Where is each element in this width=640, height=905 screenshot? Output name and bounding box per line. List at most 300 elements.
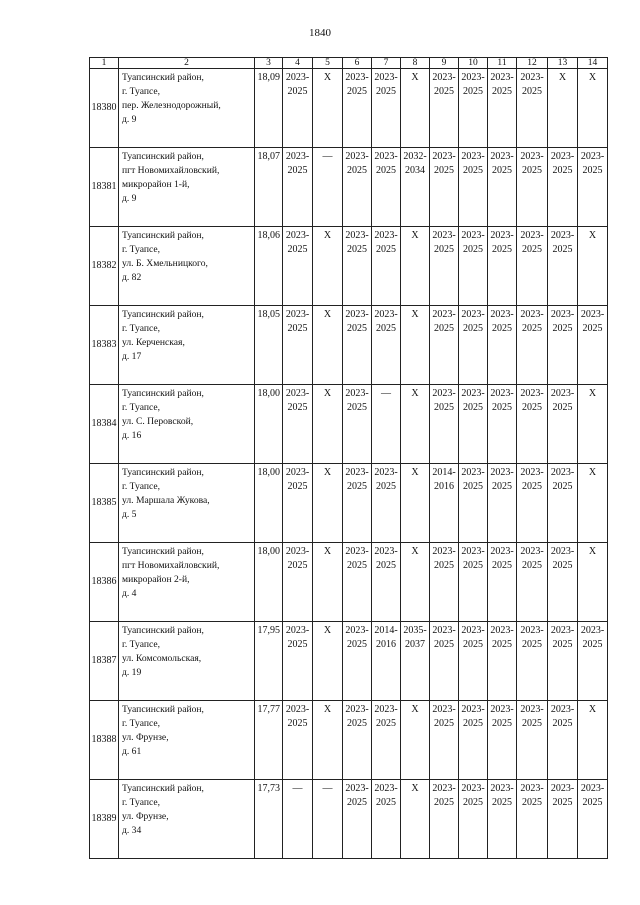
cell-line: 2034 — [405, 165, 425, 176]
period-cell — [313, 148, 343, 227]
row-number: 18387 — [90, 622, 119, 701]
cell-line: 2023- — [432, 72, 456, 83]
column-header-11: 11 — [488, 58, 517, 69]
cell-line: 2023- — [461, 230, 485, 241]
period-cell — [283, 227, 313, 306]
table-row — [90, 385, 608, 464]
cell-line: 2023- — [432, 388, 456, 399]
period-cell — [372, 464, 401, 543]
cell-line: X — [588, 467, 597, 478]
cell-line: X — [411, 388, 419, 399]
period-cell — [372, 148, 401, 227]
cell-line: 2023- — [285, 309, 310, 320]
period-cell — [488, 385, 517, 464]
cell-line: 2025 — [347, 481, 367, 492]
cell-line: X — [411, 467, 419, 478]
cell-line: 2025 — [347, 323, 367, 334]
period-cell — [430, 385, 459, 464]
table-row — [90, 464, 608, 543]
cell-line: ул. Фрунзе, — [122, 732, 169, 743]
cell-line: 2023- — [520, 388, 544, 399]
cell-line: Туапсинский район, — [122, 546, 204, 557]
cell-line: 2023- — [490, 309, 514, 320]
cell-line: 2023- — [432, 309, 456, 320]
cell-line: 2025 — [347, 402, 367, 413]
cell-line: 2023- — [285, 625, 310, 636]
cell-line: — — [292, 783, 303, 794]
cell-line: 2023- — [520, 72, 544, 83]
cell-line: ул. Керченская, — [122, 337, 185, 348]
cell-line: 2025 — [287, 481, 308, 492]
cell-line: ул. Комсомольская, — [122, 653, 202, 664]
cell-line: 2025 — [434, 718, 454, 729]
period-cell — [517, 543, 548, 622]
cell-line: 2025 — [463, 165, 483, 176]
period-cell — [283, 622, 313, 701]
cell-line: г. Туапсе, — [122, 639, 160, 650]
cell-line: 2025 — [434, 165, 454, 176]
period-cell — [488, 780, 517, 859]
period-cell — [313, 701, 343, 780]
cell-line: ул. Б. Хмельницкого, — [122, 258, 208, 269]
column-header-12: 12 — [517, 58, 548, 69]
period-cell — [548, 69, 578, 148]
cell-line: д. 9 — [122, 114, 137, 125]
cell-line: г. Туапсе, — [122, 323, 160, 334]
cell-line: — — [322, 783, 333, 794]
period-cell — [283, 385, 313, 464]
column-header-8: 8 — [401, 58, 430, 69]
cell-line: 2025 — [582, 639, 603, 650]
period-cell — [578, 622, 608, 701]
address-cell — [119, 701, 255, 780]
period-cell — [343, 148, 372, 227]
cell-line: ул. Фрунзе, — [122, 811, 169, 822]
column-header-2: 2 — [119, 58, 255, 69]
cell-line: 2023- — [490, 467, 514, 478]
cell-line: 2025 — [492, 718, 512, 729]
cell-line: 2023- — [374, 704, 398, 715]
cell-line: 2025 — [492, 481, 512, 492]
cell-line: 2025 — [492, 86, 512, 97]
cell-line: 2025 — [463, 323, 483, 334]
period-cell — [313, 464, 343, 543]
cell-line: 2025 — [287, 718, 308, 729]
cell-line: пгт Новомихайловский, — [122, 165, 220, 176]
cell-line: ул. С. Перовской, — [122, 416, 194, 427]
cell-line: д. 19 — [122, 667, 142, 678]
cell-line: 2025 — [552, 165, 573, 176]
period-cell — [459, 780, 488, 859]
cell-line: 2023- — [285, 388, 310, 399]
cell-line: 2023- — [550, 151, 575, 162]
period-cell — [488, 69, 517, 148]
period-cell — [283, 69, 313, 148]
period-cell — [283, 464, 313, 543]
cell-line: Туапсинский район, — [122, 309, 204, 320]
area-cell: 18,06 — [255, 227, 283, 306]
cell-line: 2025 — [376, 481, 396, 492]
period-cell — [548, 780, 578, 859]
column-header-4: 4 — [283, 58, 313, 69]
cell-line: 2023- — [550, 783, 575, 794]
period-cell — [372, 780, 401, 859]
cell-line: 2025 — [347, 639, 367, 650]
row-number: 18383 — [90, 306, 119, 385]
period-cell — [343, 69, 372, 148]
period-cell — [372, 622, 401, 701]
cell-line: 2025 — [287, 560, 308, 571]
cell-line: 2025 — [492, 165, 512, 176]
cell-line: д. 61 — [122, 746, 142, 757]
period-cell — [459, 69, 488, 148]
period-cell — [517, 464, 548, 543]
period-cell — [401, 464, 430, 543]
period-cell — [578, 227, 608, 306]
cell-line: X — [411, 546, 419, 557]
table-row — [90, 148, 608, 227]
area-cell: 18,05 — [255, 306, 283, 385]
table-row — [90, 69, 608, 148]
cell-line: 2023- — [345, 230, 369, 241]
cell-line: 2025 — [434, 86, 454, 97]
register-table — [89, 57, 608, 859]
cell-line: 2025 — [376, 323, 396, 334]
cell-line: 2025 — [522, 323, 542, 334]
cell-line: 2025 — [463, 86, 483, 97]
period-cell — [430, 227, 459, 306]
period-cell — [343, 227, 372, 306]
cell-line: 2023- — [285, 546, 310, 557]
cell-line: 2025 — [376, 86, 396, 97]
cell-line: 2023- — [550, 704, 575, 715]
row-number: 18381 — [90, 148, 119, 227]
column-number-row — [90, 58, 608, 69]
period-cell — [488, 622, 517, 701]
cell-line: 2023- — [490, 625, 514, 636]
area-cell: 18,00 — [255, 464, 283, 543]
row-number: 18384 — [90, 385, 119, 464]
cell-line: 2023- — [520, 230, 544, 241]
cell-line: Туапсинский район, — [122, 783, 204, 794]
row-number: 18385 — [90, 464, 119, 543]
cell-line: 2023- — [550, 546, 575, 557]
period-cell — [517, 385, 548, 464]
cell-line: 2025 — [463, 402, 483, 413]
cell-line: 2023- — [461, 151, 485, 162]
period-cell — [578, 148, 608, 227]
cell-line: 2023- — [580, 625, 605, 636]
area-cell: 18,00 — [255, 543, 283, 622]
cell-line: 2023- — [345, 783, 369, 794]
cell-line: X — [323, 625, 332, 636]
cell-line: 2025 — [552, 718, 573, 729]
cell-line: 2023- — [550, 625, 575, 636]
cell-line: ул. Маршала Жукова, — [122, 495, 210, 506]
cell-line: 2025 — [463, 797, 483, 808]
cell-line: микрорайон 1-й, — [122, 179, 190, 190]
cell-line: 2025 — [552, 323, 573, 334]
cell-line: 2023- — [580, 309, 605, 320]
table-row — [90, 227, 608, 306]
cell-line: 2023- — [490, 72, 514, 83]
period-cell — [517, 622, 548, 701]
cell-line: 2023- — [285, 151, 310, 162]
page-number: 1840 — [309, 27, 331, 39]
row-number: 18380 — [90, 69, 119, 148]
period-cell — [401, 622, 430, 701]
cell-line: — — [322, 151, 333, 162]
period-cell — [430, 148, 459, 227]
cell-line: 2023- — [550, 309, 575, 320]
cell-line: X — [411, 230, 419, 241]
cell-line: 2023- — [432, 704, 456, 715]
cell-line: 2025 — [492, 560, 512, 571]
cell-line: 2023- — [580, 783, 605, 794]
cell-line: 2025 — [582, 323, 603, 334]
cell-line: 2023- — [550, 388, 575, 399]
period-cell — [430, 622, 459, 701]
column-header-13: 13 — [548, 58, 578, 69]
period-cell — [548, 543, 578, 622]
row-number: 18382 — [90, 227, 119, 306]
cell-line: — — [381, 388, 391, 399]
period-cell — [401, 306, 430, 385]
cell-line: Туапсинский район, — [122, 230, 204, 241]
period-cell — [459, 227, 488, 306]
cell-line: 2025 — [552, 402, 573, 413]
cell-line: д. 82 — [122, 272, 142, 283]
cell-line: 2025 — [287, 639, 308, 650]
cell-line: 2025 — [552, 244, 573, 255]
period-cell — [548, 622, 578, 701]
cell-line: Туапсинский район, — [122, 625, 204, 636]
cell-line: X — [411, 704, 419, 715]
period-cell — [430, 701, 459, 780]
cell-line: X — [323, 467, 332, 478]
cell-line: 2023- — [345, 72, 369, 83]
column-header-14: 14 — [578, 58, 608, 69]
cell-line: 2023- — [461, 467, 485, 478]
period-cell — [313, 780, 343, 859]
cell-line: 2025 — [492, 402, 512, 413]
cell-line: 2025 — [492, 323, 512, 334]
cell-line: X — [323, 388, 332, 399]
cell-line: г. Туапсе, — [122, 86, 160, 97]
address-cell — [119, 622, 255, 701]
period-cell — [283, 306, 313, 385]
cell-line: 2025 — [522, 560, 542, 571]
cell-line: 2014- — [432, 467, 456, 478]
row-number: 18386 — [90, 543, 119, 622]
cell-line: 2025 — [376, 797, 396, 808]
cell-line: X — [588, 230, 597, 241]
row-number: 18388 — [90, 701, 119, 780]
cell-line: 2025 — [522, 718, 542, 729]
period-cell — [488, 701, 517, 780]
cell-line: 2025 — [552, 639, 573, 650]
period-cell — [401, 385, 430, 464]
period-cell — [372, 227, 401, 306]
cell-line: д. 9 — [122, 193, 137, 204]
period-cell — [578, 385, 608, 464]
period-cell — [488, 464, 517, 543]
period-cell — [343, 385, 372, 464]
cell-line: Туапсинский район, — [122, 388, 204, 399]
period-cell — [517, 701, 548, 780]
column-header-10: 10 — [459, 58, 488, 69]
cell-line: 2023- — [520, 467, 544, 478]
cell-line: 2025 — [463, 560, 483, 571]
period-cell — [343, 306, 372, 385]
cell-line: 2023- — [345, 704, 369, 715]
row-number: 18389 — [90, 780, 119, 859]
cell-line: д. 5 — [122, 509, 137, 520]
period-cell — [548, 227, 578, 306]
cell-line: 2023- — [432, 625, 456, 636]
table-row — [90, 622, 608, 701]
period-cell — [517, 69, 548, 148]
cell-line: 2023- — [550, 467, 575, 478]
period-cell — [283, 701, 313, 780]
cell-line: микрорайон 2-й, — [122, 574, 190, 585]
address-cell — [119, 148, 255, 227]
cell-line: 2023- — [374, 230, 398, 241]
cell-line: 2023- — [432, 546, 456, 557]
period-cell — [430, 69, 459, 148]
period-cell — [401, 701, 430, 780]
cell-line: 2025 — [434, 560, 454, 571]
cell-line: 2023- — [374, 309, 398, 320]
cell-line: г. Туапсе, — [122, 797, 160, 808]
cell-line: 2023- — [345, 151, 369, 162]
period-cell — [283, 543, 313, 622]
address-cell — [119, 780, 255, 859]
cell-line: 2025 — [347, 165, 367, 176]
cell-line: 2023- — [520, 309, 544, 320]
period-cell — [401, 148, 430, 227]
cell-line: 2025 — [347, 244, 367, 255]
cell-line: 2023- — [345, 625, 369, 636]
cell-line: X — [411, 309, 419, 320]
period-cell — [372, 543, 401, 622]
period-cell — [459, 701, 488, 780]
period-cell — [401, 543, 430, 622]
cell-line: 2023- — [345, 467, 369, 478]
period-cell — [430, 464, 459, 543]
cell-line: г. Туапсе, — [122, 481, 160, 492]
period-cell — [343, 622, 372, 701]
period-cell — [283, 148, 313, 227]
cell-line: 2025 — [347, 797, 367, 808]
period-cell — [517, 306, 548, 385]
period-cell — [313, 385, 343, 464]
cell-line: Туапсинский район, — [122, 704, 204, 715]
cell-line: 2025 — [287, 86, 308, 97]
table-row — [90, 543, 608, 622]
cell-line: 2025 — [522, 639, 542, 650]
cell-line: 2023- — [374, 151, 398, 162]
cell-line: 2025 — [463, 244, 483, 255]
period-cell — [430, 306, 459, 385]
cell-line: 2025 — [552, 481, 573, 492]
cell-line: 2025 — [287, 244, 308, 255]
cell-line: 2023- — [490, 704, 514, 715]
column-header-3: 3 — [255, 58, 283, 69]
period-cell — [578, 543, 608, 622]
table-row — [90, 306, 608, 385]
period-cell — [343, 701, 372, 780]
cell-line: 2025 — [434, 797, 454, 808]
period-cell — [517, 227, 548, 306]
cell-line: 2025 — [463, 718, 483, 729]
period-cell — [401, 69, 430, 148]
cell-line: 2025 — [287, 402, 308, 413]
cell-line: 2023- — [461, 388, 485, 399]
period-cell — [459, 543, 488, 622]
cell-line: 2023- — [285, 467, 310, 478]
period-cell — [548, 148, 578, 227]
cell-line: 2023- — [490, 783, 514, 794]
cell-line: 2025 — [434, 402, 454, 413]
period-cell — [401, 227, 430, 306]
cell-line: 2025 — [376, 718, 396, 729]
cell-line: 2014- — [374, 625, 398, 636]
cell-line: X — [323, 546, 332, 557]
cell-line: 2025 — [492, 244, 512, 255]
period-cell — [548, 385, 578, 464]
cell-line: г. Туапсе, — [122, 244, 160, 255]
cell-line: 2023- — [550, 230, 575, 241]
address-cell — [119, 543, 255, 622]
cell-line: Туапсинский район, — [122, 151, 204, 162]
cell-line: 2025 — [434, 244, 454, 255]
cell-line: 2025 — [347, 86, 367, 97]
cell-line: 2025 — [552, 560, 573, 571]
cell-line: 2023- — [345, 546, 369, 557]
cell-line: пгт Новомихайловский, — [122, 560, 220, 571]
cell-line: 2023- — [374, 546, 398, 557]
period-cell — [578, 464, 608, 543]
cell-line: 2023- — [285, 704, 310, 715]
cell-line: пер. Железнодорожный, — [122, 100, 221, 111]
cell-line: 2023- — [520, 151, 544, 162]
cell-line: д. 17 — [122, 351, 142, 362]
area-cell: 17,95 — [255, 622, 283, 701]
period-cell — [283, 780, 313, 859]
cell-line: г. Туапсе, — [122, 718, 160, 729]
period-cell — [313, 622, 343, 701]
address-cell — [119, 464, 255, 543]
cell-line: 2025 — [492, 797, 512, 808]
cell-line: 2023- — [461, 309, 485, 320]
cell-line: 2025 — [522, 244, 542, 255]
period-cell — [401, 780, 430, 859]
cell-line: Туапсинский район, — [122, 72, 204, 83]
period-cell — [578, 701, 608, 780]
area-cell: 18,09 — [255, 69, 283, 148]
cell-line: X — [323, 72, 332, 83]
address-cell — [119, 306, 255, 385]
cell-line: 2025 — [376, 560, 396, 571]
cell-line: X — [588, 704, 597, 715]
cell-line: 2035- — [403, 625, 427, 636]
cell-line: 2025 — [376, 165, 396, 176]
cell-line: 2025 — [463, 639, 483, 650]
cell-line: X — [411, 72, 419, 83]
cell-line: X — [588, 388, 597, 399]
cell-line: 2023- — [285, 72, 310, 83]
